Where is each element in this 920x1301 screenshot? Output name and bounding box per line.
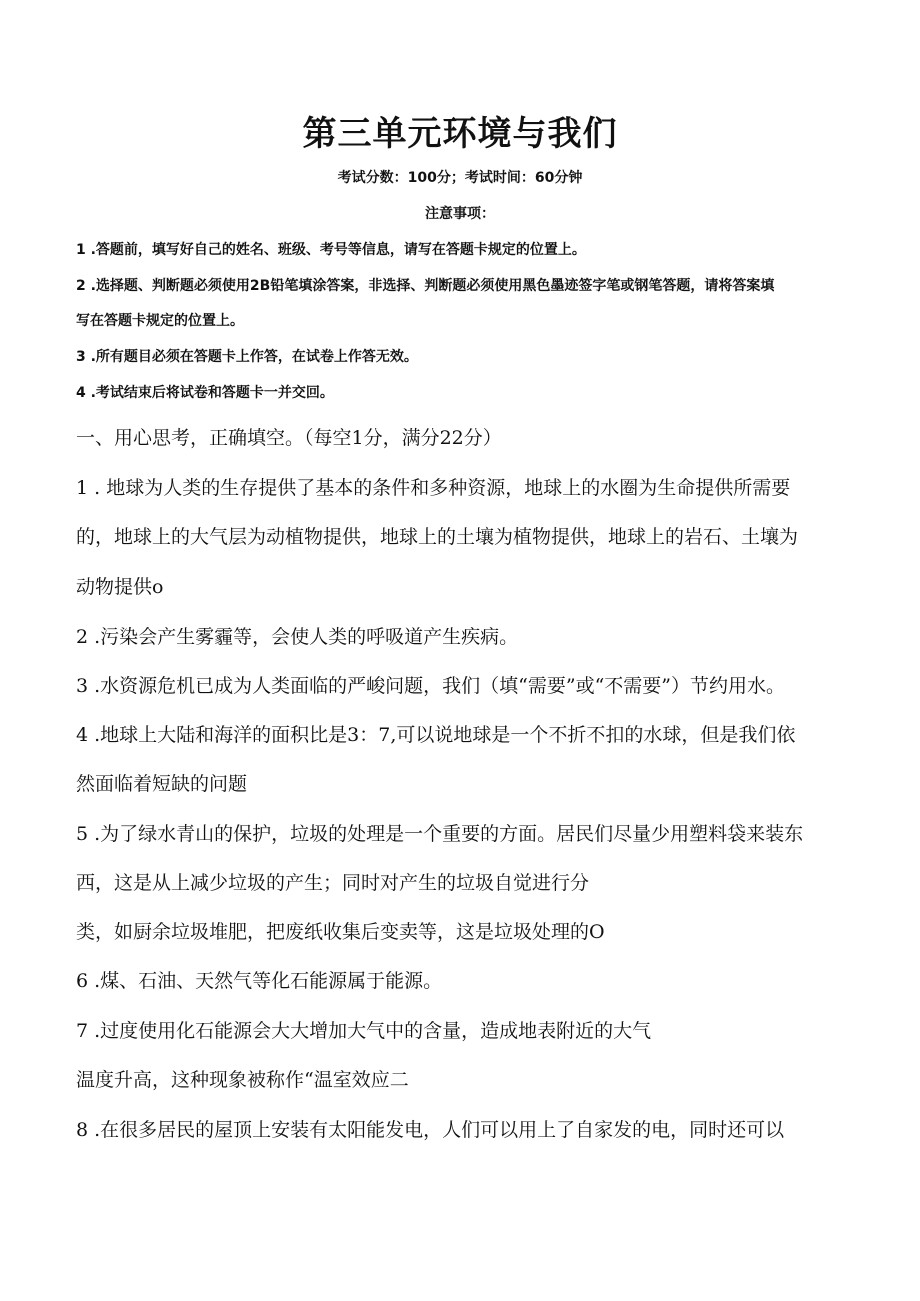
notice-item: 2 .选择题、判断题必须使用2B铅笔填涂答案，非选择、判断题必须使用黑色墨迹签字笔或钢笔答题，请将答案填 xyxy=(76,278,775,294)
question-line: 5 .为了绿水青山的保护，垃圾的处理是一个重要的方面。居民们尽量少用塑料袋来装东 xyxy=(76,823,804,845)
question-line: 的，地球上的大气层为动植物提供，地球上的土壤为植物提供，地球上的岩石、土壤为 xyxy=(76,526,799,548)
question-line: 4 .地球上大陆和海洋的面积比是3：7,可以说地球是一个不折不扣的水球，但是我们依 xyxy=(76,724,796,746)
question-line: 西，这是从上减少垃圾的产生；同时对产生的垃圾自觉进行分 xyxy=(76,872,590,894)
question-line: 3 .水资源危机已成为人类面临的严峻问题，我们（填“需要”或“不需要”）节约用水。 xyxy=(76,675,786,697)
question-line: 类，如厨余垃圾堆肥，把废纸收集后变卖等，这是垃圾处理的O xyxy=(76,921,605,943)
notice-item: 1 .答题前，填写好自己的姓名、班级、考号等信息，请写在答题卡规定的位置上。 xyxy=(76,242,586,258)
notice-heading: 注意事项： xyxy=(425,206,495,222)
page-title: 第三单元环境与我们 xyxy=(302,114,618,154)
question-line: 8 .在很多居民的屋顶上安装有太阳能发电，人们可以用上了自家发的电，同时还可以 xyxy=(76,1119,785,1141)
question-line: 动物提供o xyxy=(76,576,164,598)
question-line: 然面临着短缺的问题 xyxy=(76,773,248,795)
question-line: 7 .过度使用化石能源会大大增加大气中的含量，造成地表附近的大气 xyxy=(76,1020,652,1042)
section-heading: 一、用心思考，正确填空。（每空1分，满分22分） xyxy=(76,427,502,449)
exam-info: 考试分数：100分；考试时间：60分钟 xyxy=(337,170,583,186)
notice-item: 3 .所有题目必须在答题卡上作答，在试卷上作答无效。 xyxy=(76,349,418,365)
notice-item-continued: 写在答题卡规定的位置上。 xyxy=(76,313,244,329)
question-line: 温度升高，这种现象被称作“温室效应二 xyxy=(76,1069,409,1091)
question-line: 2 .污染会产生雾霾等，会使人类的呼吸道产生疾病。 xyxy=(76,626,519,648)
question-line: 1 . 地球为人类的生存提供了基本的条件和多种资源，地球上的水圈为生命提供所需要 xyxy=(76,477,791,499)
question-line: 6 .煤、石油、天然气等化石能源属于能源。 xyxy=(76,970,443,992)
notice-item: 4 .考试结束后将试卷和答题卡一并交回。 xyxy=(76,385,334,401)
